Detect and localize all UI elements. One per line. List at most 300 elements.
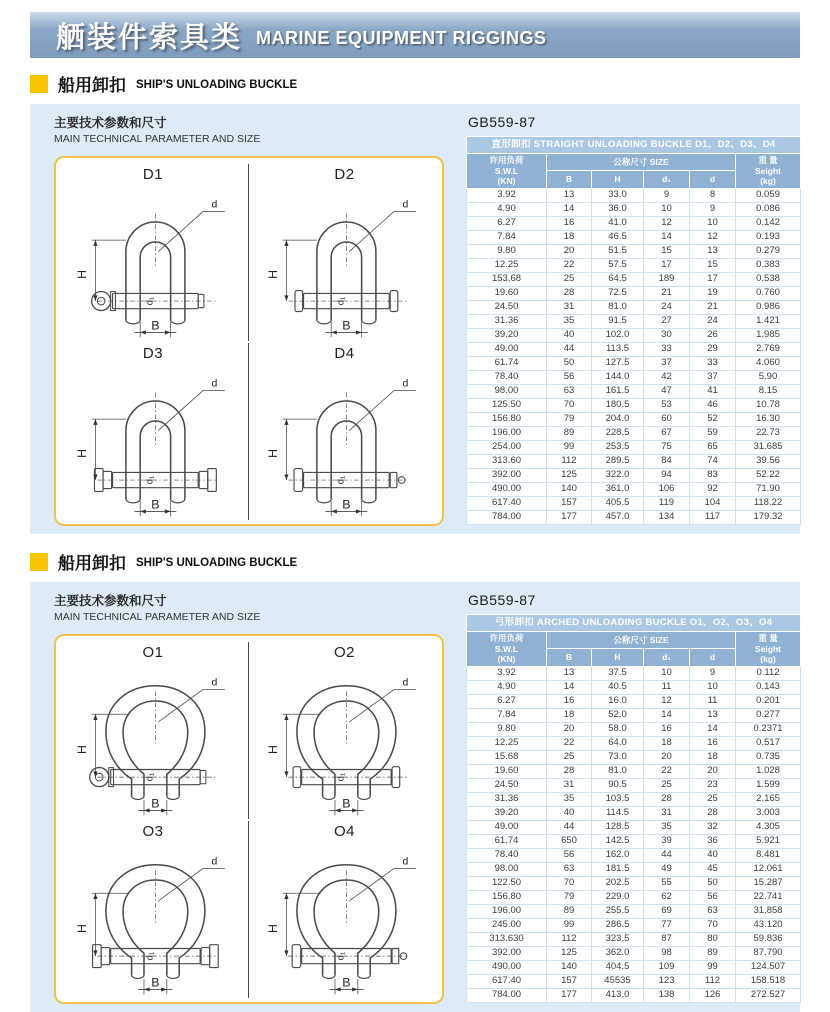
table-cell: 61.74 <box>467 356 547 370</box>
table-row <box>467 708 801 722</box>
table-cell: 0.142 <box>736 216 801 230</box>
diagram-label: O1 <box>142 644 164 661</box>
table-cell: 10 <box>690 680 736 694</box>
table-cell: 323.5 <box>592 932 644 946</box>
table-cell: 11 <box>644 680 690 694</box>
table-cell: 17 <box>690 272 736 286</box>
shackle-drawing-icon <box>63 661 244 819</box>
table-cell: 123 <box>644 974 690 988</box>
table-cell: 92 <box>690 482 736 496</box>
table-cell: 1.985 <box>736 328 801 342</box>
table-title: 弓形卸扣 ARCHED UNLOADING BUCKLE O1、O2、O3、O4 <box>467 615 801 632</box>
table-cell: 55 <box>644 876 690 890</box>
col-header-b: B <box>547 171 592 188</box>
table-cell: 153.68 <box>467 272 547 286</box>
table-row <box>467 468 801 482</box>
table-row <box>467 454 801 468</box>
table-cell: 313.60 <box>467 454 547 468</box>
table-cell: 67 <box>644 426 690 440</box>
table-cell: 12 <box>644 694 690 708</box>
table-row <box>467 750 801 764</box>
table-cell: 228.5 <box>592 426 644 440</box>
svg-text:d: d <box>402 856 409 868</box>
col-header-d1: d₁ <box>644 171 690 188</box>
table-cell: 17 <box>644 258 690 272</box>
table-row <box>467 398 801 412</box>
table-cell: 91.5 <box>592 314 644 328</box>
table-cell: 12 <box>690 230 736 244</box>
table-cell: 79 <box>547 412 592 426</box>
table-cell: 0.538 <box>736 272 801 286</box>
table-cell: 39.20 <box>467 806 547 820</box>
table-cell: 10.78 <box>736 398 801 412</box>
table-cell: 52 <box>690 412 736 426</box>
table-cell: 13 <box>547 188 592 202</box>
table-cell: 10 <box>644 666 690 680</box>
table-cell: 40.5 <box>592 680 644 694</box>
table-cell: 8 <box>690 188 736 202</box>
table-cell: 70 <box>547 398 592 412</box>
col-header-d: d <box>690 649 736 666</box>
table-cell: 0.986 <box>736 300 801 314</box>
table-cell: 0.086 <box>736 202 801 216</box>
svg-text:H: H <box>74 745 89 754</box>
table-cell: 22.73 <box>736 426 801 440</box>
table-cell: 16 <box>547 216 592 230</box>
table-cell: 35 <box>644 820 690 834</box>
table-row <box>467 412 801 426</box>
table-cell: 51.5 <box>592 244 644 258</box>
table-cell: 69 <box>644 904 690 918</box>
table-cell: 25 <box>690 792 736 806</box>
table-cell: 8.481 <box>736 848 801 862</box>
table-row <box>467 426 801 440</box>
table-cell: 6.27 <box>467 216 547 230</box>
svg-text:d₁: d₁ <box>144 475 156 485</box>
param-label-zh: 主要技术参数和尺寸 <box>54 594 167 608</box>
table-cell: 229.0 <box>592 890 644 904</box>
col-header-d: d <box>690 171 736 188</box>
table-cell: 63 <box>547 862 592 876</box>
straight-buckle-table <box>466 136 801 525</box>
table-cell: 33 <box>690 356 736 370</box>
table-cell: 3.92 <box>467 188 547 202</box>
table-cell: 0.112 <box>736 666 801 680</box>
table-cell: 156.80 <box>467 412 547 426</box>
table-cell: 98.00 <box>467 862 547 876</box>
table-cell: 138 <box>644 988 690 1002</box>
svg-text:H: H <box>74 269 89 279</box>
svg-text:H: H <box>265 448 280 458</box>
table-cell: 94 <box>644 468 690 482</box>
table-cell: 0.735 <box>736 750 801 764</box>
table-cell: 25 <box>547 750 592 764</box>
svg-text:d: d <box>402 677 409 689</box>
table-cell: 31.685 <box>736 440 801 454</box>
table-cell: 179.32 <box>736 510 801 524</box>
table-cell: 125 <box>547 468 592 482</box>
svg-text:d: d <box>211 856 217 868</box>
table-cell: 177 <box>547 510 592 524</box>
table-cell: 28 <box>547 764 592 778</box>
table-row <box>467 960 801 974</box>
col-header-weight: 重 量 Seight (kg) <box>736 154 801 189</box>
table-row <box>467 848 801 862</box>
svg-text:d: d <box>211 199 217 211</box>
table-cell: 81.0 <box>592 300 644 314</box>
diagram-o3 <box>58 821 249 998</box>
svg-text:B: B <box>342 975 351 990</box>
table-cell: 45 <box>690 862 736 876</box>
table-cell: 20 <box>644 750 690 764</box>
table-cell: 125 <box>547 946 592 960</box>
table-cell: 5.921 <box>736 834 801 848</box>
table-cell: 2.165 <box>736 792 801 806</box>
shackle-drawing-icon <box>254 661 435 819</box>
table-cell: 4.90 <box>467 680 547 694</box>
table-cell: 99 <box>547 440 592 454</box>
table-cell: 362.0 <box>592 946 644 960</box>
svg-text:B: B <box>342 796 351 811</box>
table-row <box>467 764 801 778</box>
table-row <box>467 370 801 384</box>
table-cell: 98.00 <box>467 384 547 398</box>
table-cell: 22 <box>547 258 592 272</box>
col-header-d1: d₁ <box>644 649 690 666</box>
col-header-weight: 重 量 Seight (kg) <box>736 632 801 667</box>
table-cell: 24.50 <box>467 778 547 792</box>
col-header-swl: 许用负荷 S.W.L (KN) <box>467 632 547 667</box>
table-cell: 36 <box>690 834 736 848</box>
table-cell: 253.5 <box>592 440 644 454</box>
table-cell: 72.5 <box>592 286 644 300</box>
table-cell: 39.56 <box>736 454 801 468</box>
table-row <box>467 932 801 946</box>
table-cell: 255.5 <box>592 904 644 918</box>
table-cell: 33.0 <box>592 188 644 202</box>
table-cell: 99 <box>547 918 592 932</box>
table-cell: 46.5 <box>592 230 644 244</box>
section2-heading <box>30 549 800 574</box>
table-cell: 99 <box>690 960 736 974</box>
table-row <box>467 272 801 286</box>
table-cell: 80 <box>690 932 736 946</box>
table-cell: 9.80 <box>467 244 547 258</box>
table-cell: 58.0 <box>592 722 644 736</box>
table-cell: 361.0 <box>592 482 644 496</box>
table-cell: 0.2371 <box>736 722 801 736</box>
table-row <box>467 510 801 524</box>
table-cell: 617.40 <box>467 974 547 988</box>
table-cell: 12.061 <box>736 862 801 876</box>
svg-text:d₁: d₁ <box>144 951 156 961</box>
table-cell: 61.74 <box>467 834 547 848</box>
table-cell: 3.92 <box>467 666 547 680</box>
table-cell: 161.5 <box>592 384 644 398</box>
table-cell: 404.5 <box>592 960 644 974</box>
table-cell: 6.27 <box>467 694 547 708</box>
table-cell: 39.20 <box>467 328 547 342</box>
section2-title-zh: 船用卸扣 <box>58 554 126 573</box>
standard-code: GB559-87 <box>468 592 536 608</box>
svg-text:d: d <box>402 378 409 390</box>
diagram-label: O3 <box>142 823 164 840</box>
table-cell: 144.0 <box>592 370 644 384</box>
svg-text:H: H <box>74 924 89 933</box>
table-row <box>467 230 801 244</box>
table-cell: 0.277 <box>736 708 801 722</box>
section1-title-en: SHIP'S UNLOADING BUCKLE <box>136 79 298 91</box>
table-cell: 44 <box>644 848 690 862</box>
table-row <box>467 904 801 918</box>
table-cell: 59.836 <box>736 932 801 946</box>
table-cell: 196.00 <box>467 904 547 918</box>
table-cell: 35 <box>547 314 592 328</box>
table-row <box>467 328 801 342</box>
table-cell: 31.36 <box>467 792 547 806</box>
table-cell: 12.25 <box>467 258 547 272</box>
table-row <box>467 342 801 356</box>
banner-title-en: MARINE EQUIPMENT RIGGINGS <box>256 27 547 48</box>
svg-text:B: B <box>150 975 160 990</box>
svg-text:H: H <box>265 269 280 279</box>
col-header-size: 公称尺寸 SIZE <box>547 632 736 649</box>
table-cell: 84 <box>644 454 690 468</box>
table-cell: 272.527 <box>736 988 801 1002</box>
table-cell: 113.5 <box>592 342 644 356</box>
svg-text:d: d <box>211 677 217 689</box>
table-cell: 181.5 <box>592 862 644 876</box>
diagram-label: D4 <box>334 345 355 362</box>
table-cell: 127.5 <box>592 356 644 370</box>
table-cell: 202.5 <box>592 876 644 890</box>
table-cell: 3.003 <box>736 806 801 820</box>
table-row <box>467 202 801 216</box>
section1-heading <box>30 71 800 96</box>
table-row <box>467 666 801 680</box>
table-row <box>467 286 801 300</box>
table-row <box>467 216 801 230</box>
table-cell: 7.84 <box>467 708 547 722</box>
table-cell: 36.0 <box>592 202 644 216</box>
yellow-bullet-icon <box>30 553 48 571</box>
table-cell: 41 <box>690 384 736 398</box>
table-cell: 0.279 <box>736 244 801 258</box>
table-cell: 112 <box>547 932 592 946</box>
table-cell: 14 <box>547 202 592 216</box>
table-row <box>467 736 801 750</box>
table-cell: 63 <box>690 904 736 918</box>
diagram-label: O4 <box>333 823 355 840</box>
table-cell: 89 <box>690 946 736 960</box>
table-cell: 22 <box>547 736 592 750</box>
section1-left-column <box>54 113 454 526</box>
table-cell: 18 <box>690 750 736 764</box>
table-cell: 124.507 <box>736 960 801 974</box>
svg-text:H: H <box>265 924 280 933</box>
table-cell: 24.50 <box>467 300 547 314</box>
table-cell: 87.790 <box>736 946 801 960</box>
table-row <box>467 680 801 694</box>
table-cell: 128.5 <box>592 820 644 834</box>
table-cell: 158.518 <box>736 974 801 988</box>
table-row <box>467 792 801 806</box>
diagram-label: D3 <box>142 345 164 362</box>
table-cell: 37 <box>690 370 736 384</box>
table-cell: 112 <box>690 974 736 988</box>
table-cell: 35 <box>547 792 592 806</box>
arched-buckle-table <box>466 614 801 1003</box>
table-cell: 31 <box>547 778 592 792</box>
table-cell: 18 <box>547 708 592 722</box>
shackle-drawing-icon <box>254 840 435 998</box>
svg-text:d: d <box>211 378 217 390</box>
diagram-label: D2 <box>334 166 355 183</box>
table-cell: 1.421 <box>736 314 801 328</box>
table-title: 直形卸扣 STRAIGHT UNLOADING BUCKLE D1、D2、D3、D4 <box>467 137 801 154</box>
table-cell: 28 <box>690 806 736 820</box>
section2-left-column <box>54 591 454 1004</box>
table-cell: 0.143 <box>736 680 801 694</box>
table-row <box>467 974 801 988</box>
table-cell: 15.68 <box>467 750 547 764</box>
table-cell: 784.00 <box>467 510 547 524</box>
table-cell: 9 <box>690 666 736 680</box>
table-cell: 44 <box>547 342 592 356</box>
table-cell: 19 <box>690 286 736 300</box>
section1-panel <box>30 104 800 534</box>
table-cell: 1.028 <box>736 764 801 778</box>
table-cell: 49.00 <box>467 342 547 356</box>
table-cell: 89 <box>547 426 592 440</box>
col-header-swl: 许用负荷 S.W.L (KN) <box>467 154 547 189</box>
diagram-d3 <box>58 343 249 520</box>
table-cell: 73.0 <box>592 750 644 764</box>
table-cell: 78.40 <box>467 848 547 862</box>
table-cell: 81.0 <box>592 764 644 778</box>
table-cell: 83 <box>690 468 736 482</box>
svg-text:d: d <box>402 199 409 211</box>
table-cell: 104 <box>690 496 736 510</box>
table-cell: 49.00 <box>467 820 547 834</box>
table-row <box>467 440 801 454</box>
table-row <box>467 876 801 890</box>
table-cell: 0.517 <box>736 736 801 750</box>
table-cell: 32 <box>690 820 736 834</box>
svg-text:d₁: d₁ <box>335 951 347 961</box>
table-cell: 11 <box>690 694 736 708</box>
table-cell: 21 <box>644 286 690 300</box>
table-cell: 24 <box>644 300 690 314</box>
table-cell: 245.00 <box>467 918 547 932</box>
svg-text:H: H <box>265 745 280 754</box>
table-row <box>467 496 801 510</box>
diagram-box-arched <box>54 634 444 1004</box>
table-row <box>467 694 801 708</box>
table-cell: 2.769 <box>736 342 801 356</box>
table-cell: 13 <box>547 666 592 680</box>
table-row <box>467 244 801 258</box>
shackle-drawing-icon <box>63 840 244 998</box>
table-cell: 126 <box>690 988 736 1002</box>
table-cell: 0.201 <box>736 694 801 708</box>
table-cell: 89 <box>547 904 592 918</box>
table-cell: 157 <box>547 496 592 510</box>
table-row <box>467 862 801 876</box>
table-row <box>467 722 801 736</box>
table-cell: 102.0 <box>592 328 644 342</box>
table-cell: 112 <box>547 454 592 468</box>
table-cell: 20 <box>690 764 736 778</box>
table-cell: 59 <box>690 426 736 440</box>
svg-text:H: H <box>74 448 89 458</box>
table-cell: 16 <box>644 722 690 736</box>
table-cell: 119 <box>644 496 690 510</box>
section1-title-zh: 船用卸扣 <box>58 76 126 95</box>
diagram-o2 <box>249 642 440 819</box>
table-cell: 52.22 <box>736 468 801 482</box>
table-cell: 15.287 <box>736 876 801 890</box>
table-row <box>467 806 801 820</box>
table-row <box>467 384 801 398</box>
table-cell: 7.84 <box>467 230 547 244</box>
table-cell: 254.00 <box>467 440 547 454</box>
section2-panel <box>30 582 800 1012</box>
table-cell: 62 <box>644 890 690 904</box>
table-cell: 57.5 <box>592 258 644 272</box>
shackle-drawing-icon <box>63 183 244 341</box>
table-cell: 490.00 <box>467 960 547 974</box>
table-cell: 52.0 <box>592 708 644 722</box>
table-cell: 12 <box>644 216 690 230</box>
col-header-h: H <box>592 171 644 188</box>
table-row <box>467 188 801 202</box>
table-cell: 98 <box>644 946 690 960</box>
table-cell: 20 <box>547 244 592 258</box>
svg-text:B: B <box>150 796 160 811</box>
table-cell: 16.30 <box>736 412 801 426</box>
table-cell: 26 <box>690 328 736 342</box>
table-cell: 650 <box>547 834 592 848</box>
table-cell: 14 <box>690 722 736 736</box>
table-cell: 64.5 <box>592 272 644 286</box>
table-cell: 392.00 <box>467 468 547 482</box>
param-label-en: MAIN TECHNICAL PARAMETER AND SIZE <box>54 611 261 623</box>
table-cell: 286.5 <box>592 918 644 932</box>
table-cell: 31 <box>547 300 592 314</box>
table-cell: 77 <box>644 918 690 932</box>
col-header-b: B <box>547 649 592 666</box>
table-cell: 56 <box>547 370 592 384</box>
diagram-label: O2 <box>333 644 355 661</box>
col-header-h: H <box>592 649 644 666</box>
table-cell: 5.90 <box>736 370 801 384</box>
table-cell: 63 <box>547 384 592 398</box>
table-cell: 0.059 <box>736 188 801 202</box>
table-cell: 15 <box>690 258 736 272</box>
table-cell: 22.741 <box>736 890 801 904</box>
table-row <box>467 778 801 792</box>
table-cell: 204.0 <box>592 412 644 426</box>
diagram-o1 <box>58 642 249 819</box>
table-cell: 37 <box>644 356 690 370</box>
table-cell: 43.120 <box>736 918 801 932</box>
table-cell: 322.0 <box>592 468 644 482</box>
diagram-d2 <box>249 164 440 341</box>
table-cell: 33 <box>644 342 690 356</box>
table-cell: 14 <box>644 230 690 244</box>
table-cell: 196.00 <box>467 426 547 440</box>
